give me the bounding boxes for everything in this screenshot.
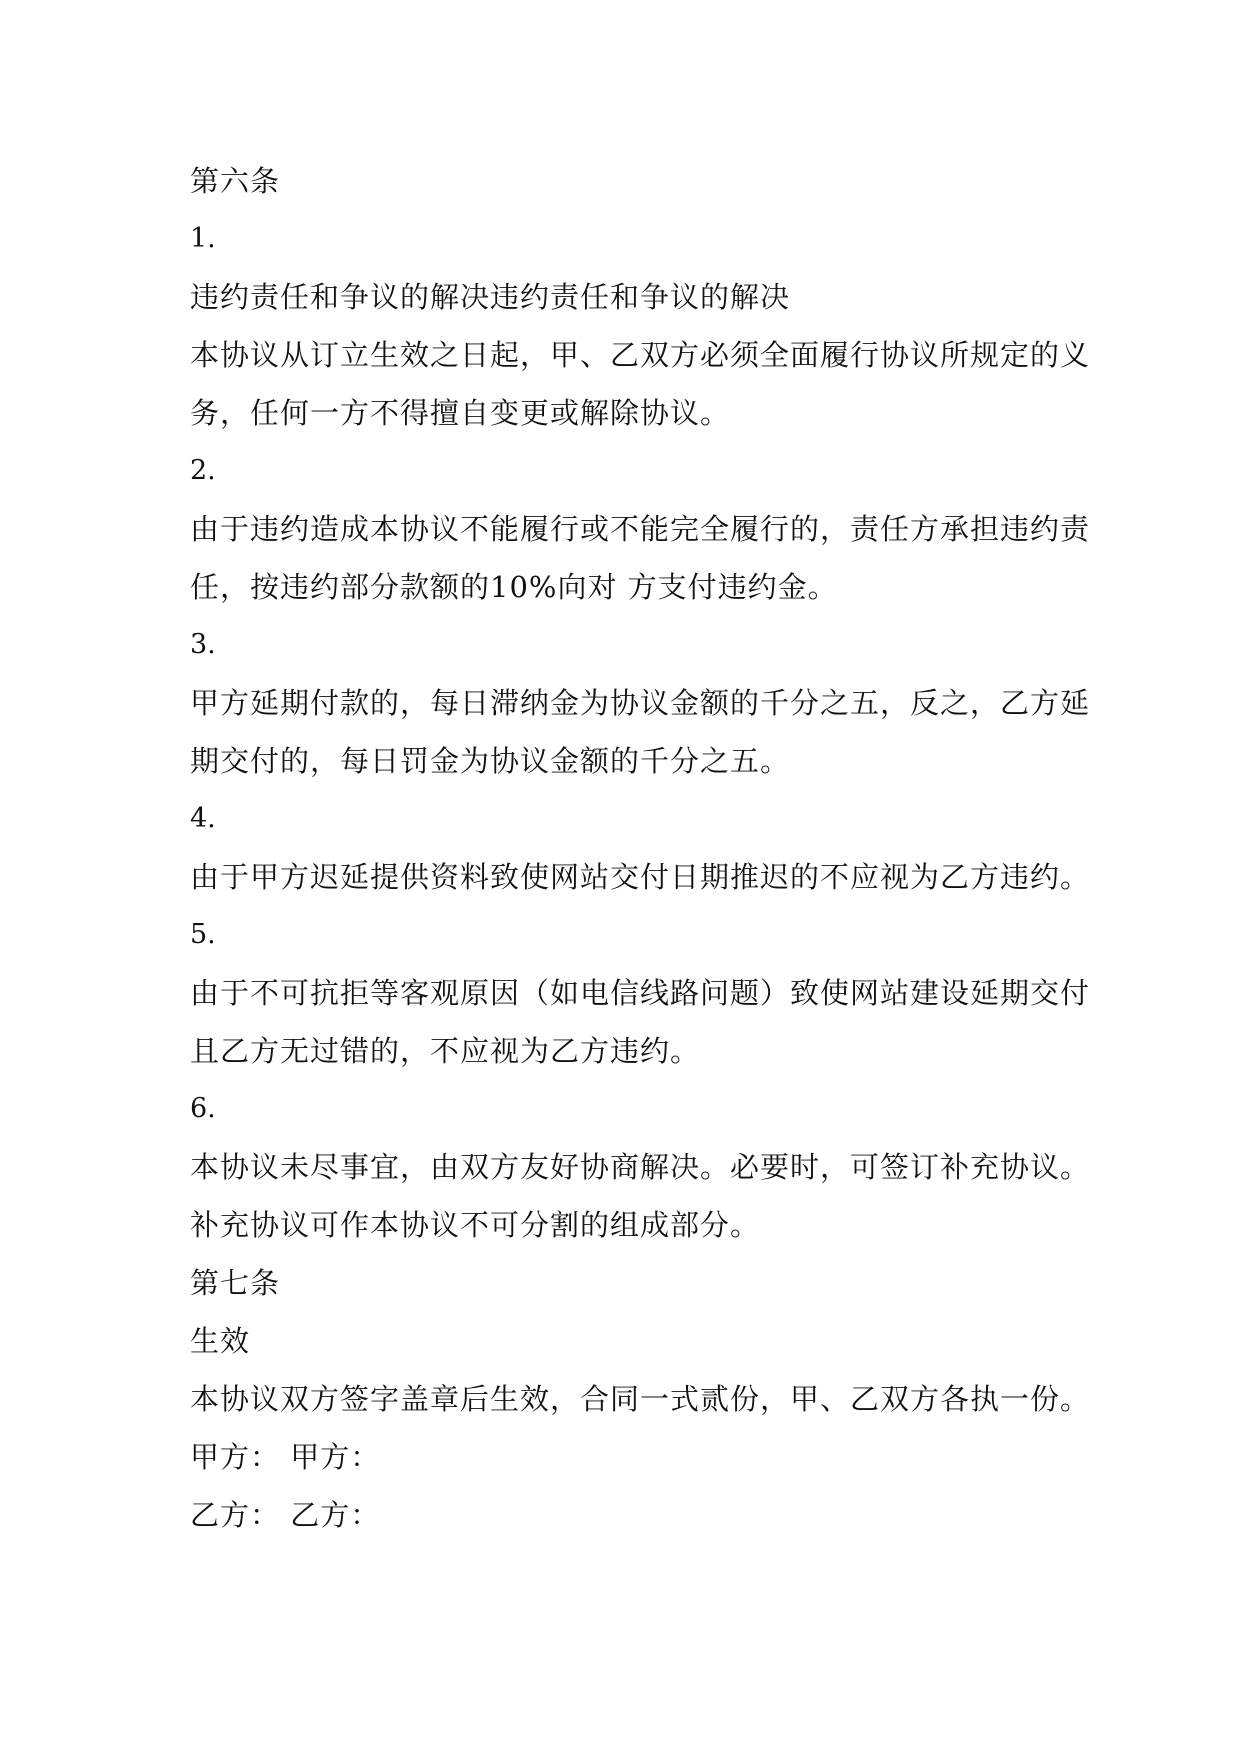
- item-1-number: 1.: [190, 223, 216, 254]
- item-1-text-line-2: 务，任何一方不得擅自变更或解除协议。: [190, 396, 731, 430]
- article-6-heading: 第六条: [190, 164, 281, 198]
- item-5-text-line-1: 由于不可抗拒等客观原因（如电信线路问题）致使网站建设延期交付: [190, 976, 1091, 1010]
- item-3-number: 3.: [190, 629, 216, 660]
- article-7-title: 生效: [190, 1324, 251, 1358]
- document-body: [190, 164, 1091, 1532]
- party-b-signature-line: 乙方： 乙方：: [190, 1498, 381, 1532]
- item-1-title: 违约责任和争议的解决违约责任和争议的解决: [190, 280, 791, 314]
- item-3-text-line-1: 甲方延期付款的，每日滞纳金为协议金额的千分之五，反之，乙方延: [190, 686, 1091, 720]
- item-5-text-line-2: 且乙方无过错的，不应视为乙方违约。: [190, 1034, 701, 1068]
- item-4-text-line-1: 由于甲方迟延提供资料致使网站交付日期推迟的不应视为乙方违约。: [190, 860, 1091, 894]
- item-2-number: 2.: [190, 455, 216, 486]
- item-6-text-line-1: 本协议未尽事宜，由双方友好协商解决。必要时，可签订补充协议。: [190, 1150, 1091, 1184]
- article-7-text: 本协议双方签字盖章后生效，合同一式贰份，甲、乙双方各执一份。: [190, 1382, 1091, 1416]
- item-6-text-line-2: 补充协议可作本协议不可分割的组成部分。: [190, 1208, 761, 1242]
- item-6-number: 6.: [190, 1093, 216, 1124]
- item-2-text-line-2: 任，按违约部分款额的10%向对 方支付违约金。: [190, 570, 838, 604]
- party-a-signature-line: 甲方： 甲方：: [190, 1440, 381, 1474]
- item-5-number: 5.: [190, 919, 216, 950]
- item-3-text-line-2: 期交付的，每日罚金为协议金额的千分之五。: [190, 744, 791, 778]
- item-1-text-line-1: 本协议从订立生效之日起，甲、乙双方必须全面履行协议所规定的义: [190, 338, 1091, 372]
- item-2-text-line-1: 由于违约造成本协议不能履行或不能完全履行的，责任方承担违约责: [190, 512, 1091, 546]
- article-7-heading: 第七条: [190, 1266, 281, 1300]
- item-4-number: 4.: [190, 803, 216, 834]
